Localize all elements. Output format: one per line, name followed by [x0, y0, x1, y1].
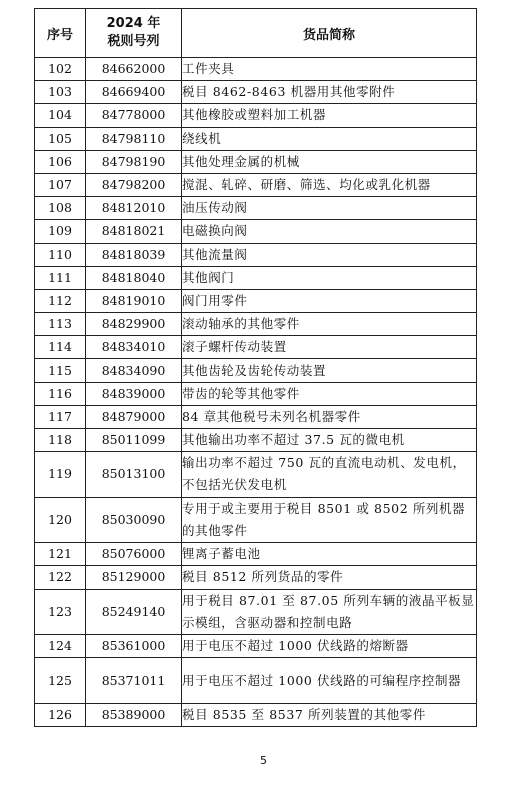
row-number-cell: 114 — [35, 336, 86, 359]
goods-name-cell: 滚动轴承的其他零件 — [182, 313, 477, 336]
table-row — [35, 243, 477, 266]
header-code-label: 税则号列 — [107, 34, 160, 49]
tariff-code-cell: 84818021 — [86, 220, 182, 243]
row-number-cell: 106 — [35, 150, 86, 173]
row-number-cell: 111 — [35, 266, 86, 289]
goods-name-cell: 专用于或主要用于税目 8501 或 8502 所列机器的其他零件 — [182, 497, 477, 543]
table-row — [35, 58, 477, 81]
goods-name-cell: 绕线机 — [182, 127, 477, 150]
goods-name-cell: 阀门用零件 — [182, 289, 477, 312]
table-row — [35, 336, 477, 359]
goods-name-cell: 锂离子蓄电池 — [182, 543, 477, 566]
table-row — [35, 452, 477, 498]
goods-name-cell: 用于电压不超过 1000 伏线路的可编程序控制器 — [182, 658, 477, 704]
tariff-code-cell: 84879000 — [86, 405, 182, 428]
row-number-cell: 120 — [35, 497, 86, 543]
tariff-code-cell: 85361000 — [86, 635, 182, 658]
table-row — [35, 220, 477, 243]
header-tariff-code — [86, 9, 182, 58]
table-row — [35, 289, 477, 312]
goods-name-cell: 输出功率不超过 750 瓦的直流电动机、发电机，不包括光伏发电机 — [182, 452, 477, 498]
row-number-cell: 115 — [35, 359, 86, 382]
row-number-cell: 126 — [35, 703, 86, 726]
goods-name-cell: 用于税目 87.01 至 87.05 所列车辆的液晶平板显示模组，含驱动器和控制电路 — [182, 589, 477, 635]
tariff-code-cell: 84798110 — [86, 127, 182, 150]
table-row — [35, 543, 477, 566]
tariff-code-cell: 84669400 — [86, 81, 182, 104]
table-row — [35, 658, 477, 704]
page-number: 5 — [260, 754, 267, 767]
table-row — [35, 150, 477, 173]
goods-name-cell: 搅混、轧碎、研磨、筛选、均化或乳化机器 — [182, 173, 477, 196]
row-number-cell: 103 — [35, 81, 86, 104]
table-row — [35, 359, 477, 382]
tariff-code-cell: 84812010 — [86, 197, 182, 220]
goods-name-cell: 其他流量阀 — [182, 243, 477, 266]
tariff-code-cell: 84834090 — [86, 359, 182, 382]
goods-name-cell: 税目 8512 所列货品的零件 — [182, 566, 477, 589]
goods-name-cell: 油压传动阀 — [182, 197, 477, 220]
table-row — [35, 497, 477, 543]
tariff-code-cell: 84829900 — [86, 313, 182, 336]
table-row — [35, 197, 477, 220]
header-code-year: 2024 年 — [106, 16, 161, 31]
row-number-cell: 123 — [35, 589, 86, 635]
tariff-code-cell: 85076000 — [86, 543, 182, 566]
table-row — [35, 313, 477, 336]
tariff-code-cell: 85389000 — [86, 703, 182, 726]
row-number-cell: 116 — [35, 382, 86, 405]
tariff-table — [34, 8, 477, 727]
row-number-cell: 118 — [35, 429, 86, 452]
goods-name-cell: 电磁换向阀 — [182, 220, 477, 243]
tariff-code-cell: 85030090 — [86, 497, 182, 543]
tariff-code-cell: 84834010 — [86, 336, 182, 359]
table-row — [35, 266, 477, 289]
tariff-code-cell: 85249140 — [86, 589, 182, 635]
table-row — [35, 173, 477, 196]
tariff-code-cell: 84798190 — [86, 150, 182, 173]
goods-name-cell: 其他处理金属的机械 — [182, 150, 477, 173]
row-number-cell: 122 — [35, 566, 86, 589]
row-number-cell: 117 — [35, 405, 86, 428]
table-header-row — [35, 9, 477, 58]
header-seq: 序号 — [35, 9, 86, 58]
tariff-code-cell: 84819010 — [86, 289, 182, 312]
row-number-cell: 102 — [35, 58, 86, 81]
tariff-code-cell: 85371011 — [86, 658, 182, 704]
tariff-code-cell: 85129000 — [86, 566, 182, 589]
table-row — [35, 382, 477, 405]
row-number-cell: 119 — [35, 452, 86, 498]
row-number-cell: 121 — [35, 543, 86, 566]
table-row — [35, 635, 477, 658]
goods-name-cell: 滚子螺杆传动装置 — [182, 336, 477, 359]
row-number-cell: 113 — [35, 313, 86, 336]
tariff-code-cell: 84818039 — [86, 243, 182, 266]
table-row — [35, 703, 477, 726]
goods-name-cell: 其他齿轮及齿轮传动装置 — [182, 359, 477, 382]
goods-name-cell: 税目 8535 至 8537 所列装置的其他零件 — [182, 703, 477, 726]
goods-name-cell: 其他输出功率不超过 37.5 瓦的微电机 — [182, 429, 477, 452]
tariff-code-cell: 84839000 — [86, 382, 182, 405]
table-row — [35, 104, 477, 127]
header-goods-name: 货品简称 — [182, 9, 477, 58]
table-row — [35, 566, 477, 589]
tariff-code-cell: 84798200 — [86, 173, 182, 196]
table-row — [35, 589, 477, 635]
goods-name-cell: 带齿的轮等其他零件 — [182, 382, 477, 405]
table-row — [35, 81, 477, 104]
goods-name-cell: 用于电压不超过 1000 伏线路的熔断器 — [182, 635, 477, 658]
row-number-cell: 125 — [35, 658, 86, 704]
row-number-cell: 108 — [35, 197, 86, 220]
tariff-code-cell: 85013100 — [86, 452, 182, 498]
row-number-cell: 107 — [35, 173, 86, 196]
row-number-cell: 109 — [35, 220, 86, 243]
tariff-code-cell: 84778000 — [86, 104, 182, 127]
goods-name-cell: 工件夹具 — [182, 58, 477, 81]
row-number-cell: 105 — [35, 127, 86, 150]
table-row — [35, 127, 477, 150]
row-number-cell: 112 — [35, 289, 86, 312]
goods-name-cell: 其他阀门 — [182, 266, 477, 289]
goods-name-cell: 84 章其他税号未列名机器零件 — [182, 405, 477, 428]
row-number-cell: 110 — [35, 243, 86, 266]
goods-name-cell: 其他橡胶或塑料加工机器 — [182, 104, 477, 127]
table-row — [35, 405, 477, 428]
tariff-code-cell: 84662000 — [86, 58, 182, 81]
table-body — [35, 58, 477, 727]
table-row — [35, 429, 477, 452]
goods-name-cell: 税目 8462-8463 机器用其他零附件 — [182, 81, 477, 104]
tariff-code-cell: 85011099 — [86, 429, 182, 452]
tariff-code-cell: 84818040 — [86, 266, 182, 289]
row-number-cell: 104 — [35, 104, 86, 127]
row-number-cell: 124 — [35, 635, 86, 658]
